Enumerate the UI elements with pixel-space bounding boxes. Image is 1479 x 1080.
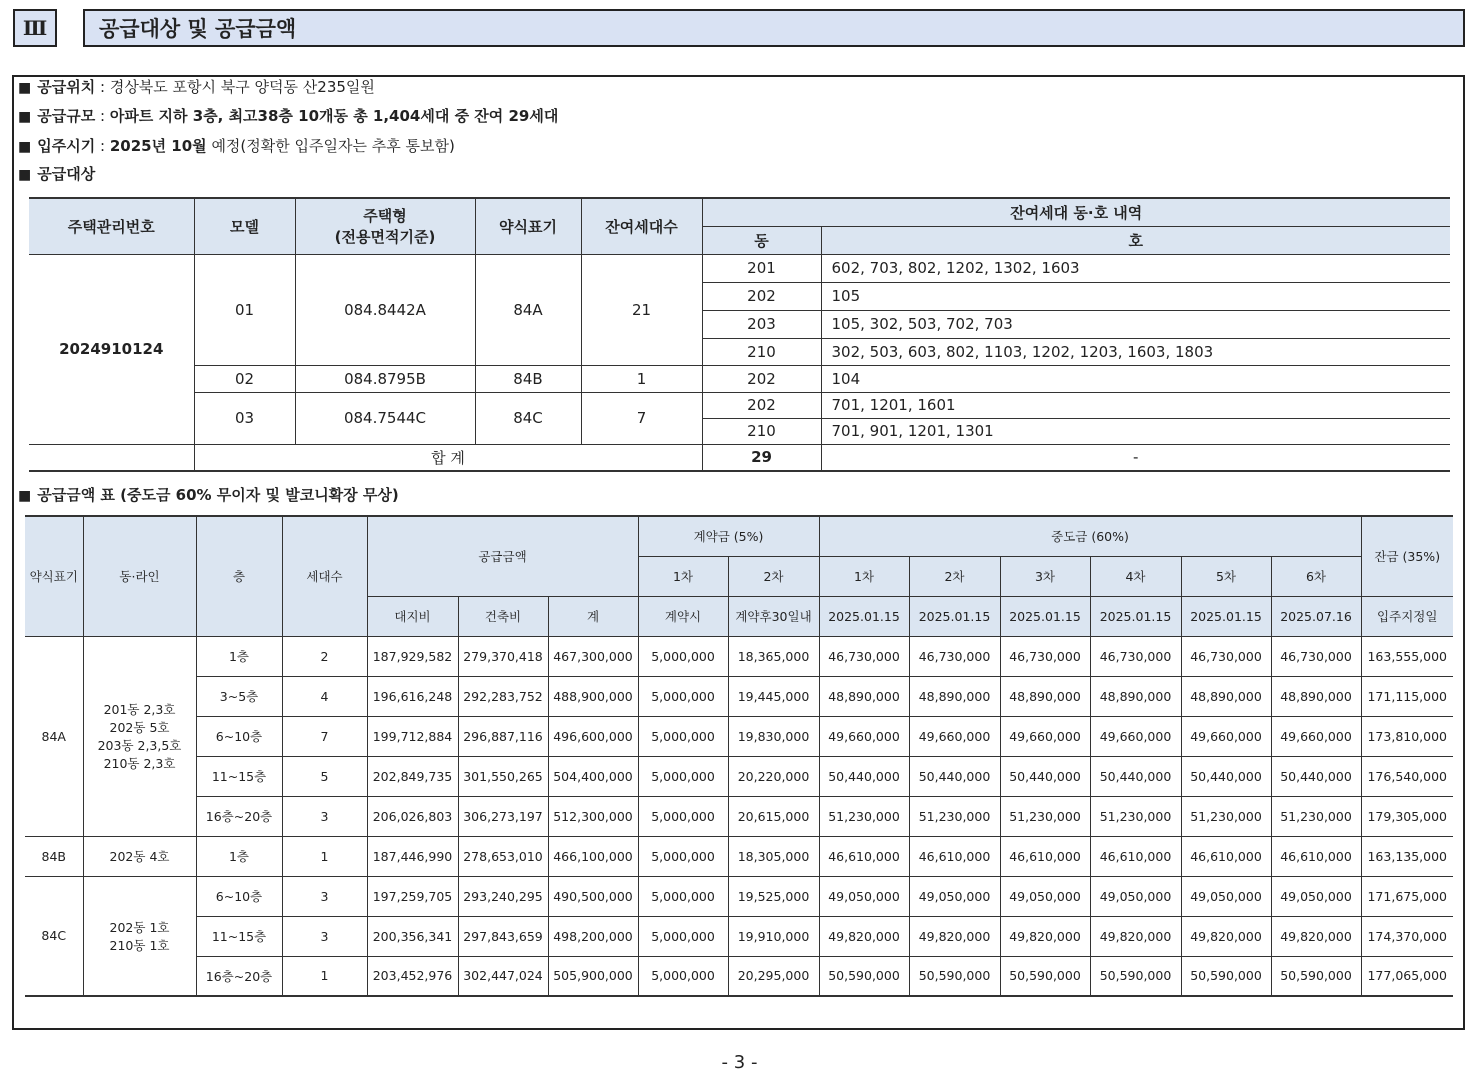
th-floor: 층 bbox=[196, 516, 282, 636]
abbr-cell: 84B bbox=[25, 836, 83, 876]
th-m5: 5차 bbox=[1181, 556, 1271, 596]
middle-payment-cell: 49,820,000 bbox=[1090, 916, 1181, 956]
table-row bbox=[25, 636, 1453, 676]
middle-payment-cell: 46,610,000 bbox=[819, 836, 909, 876]
info-movein bbox=[18, 134, 455, 158]
contract1-cell: 5,000,000 bbox=[638, 676, 728, 716]
contract2-cell: 20,615,000 bbox=[728, 796, 819, 836]
middle-payment-cell: 50,440,000 bbox=[909, 756, 1000, 796]
th-m3-date: 2025.01.15 bbox=[1000, 596, 1090, 636]
th-model: 모델 bbox=[194, 198, 295, 254]
middle-payment-cell: 50,440,000 bbox=[819, 756, 909, 796]
square-bullet-icon: ■ bbox=[18, 139, 32, 155]
building-cell: 296,887,116 bbox=[458, 716, 548, 756]
contract1-cell: 5,000,000 bbox=[638, 836, 728, 876]
middle-payment-cell: 49,820,000 bbox=[1000, 916, 1090, 956]
info-price bbox=[18, 483, 399, 507]
floor-cell: 11~15층 bbox=[196, 916, 282, 956]
table-row bbox=[25, 756, 1453, 796]
floor-cell: 1층 bbox=[196, 636, 282, 676]
units-cell: 5 bbox=[282, 756, 367, 796]
abbr-cell: 84A bbox=[475, 254, 581, 365]
th-m1: 1차 bbox=[819, 556, 909, 596]
contract1-cell: 5,000,000 bbox=[638, 916, 728, 956]
table-row bbox=[25, 716, 1453, 756]
land-cell: 196,616,248 bbox=[367, 676, 458, 716]
contract2-cell: 18,305,000 bbox=[728, 836, 819, 876]
dong-cell: 202 bbox=[702, 392, 821, 418]
abbr-cell: 84C bbox=[475, 392, 581, 444]
line-text: 210동 1호 bbox=[109, 937, 170, 953]
info-scale bbox=[18, 104, 558, 128]
type-cell: 084.7544C bbox=[295, 392, 475, 444]
land-cell: 199,712,884 bbox=[367, 716, 458, 756]
type-cell: 084.8442A bbox=[295, 254, 475, 365]
middle-payment-cell: 51,230,000 bbox=[909, 796, 1000, 836]
contract1-cell: 5,000,000 bbox=[638, 636, 728, 676]
contract2-cell: 18,365,000 bbox=[728, 636, 819, 676]
ho-cell: 105 bbox=[821, 282, 1450, 310]
line-text: 202동 5호 bbox=[109, 720, 170, 735]
middle-payment-cell: 50,590,000 bbox=[819, 956, 909, 996]
th-detail: 잔여세대 동·호 내역 bbox=[702, 198, 1450, 226]
contract1-cell: 5,000,000 bbox=[638, 876, 728, 916]
sum-cell: 504,400,000 bbox=[548, 756, 638, 796]
total-row bbox=[29, 444, 1450, 471]
th-m4: 4차 bbox=[1090, 556, 1181, 596]
contract1-cell: 5,000,000 bbox=[638, 796, 728, 836]
square-bullet-icon: ■ bbox=[18, 167, 32, 183]
dong-cell: 210 bbox=[702, 338, 821, 365]
th-m1-date: 2025.01.15 bbox=[819, 596, 909, 636]
middle-payment-cell: 46,610,000 bbox=[909, 836, 1000, 876]
th-building: 건축비 bbox=[458, 596, 548, 636]
middle-payment-cell: 48,890,000 bbox=[1181, 676, 1271, 716]
balance-cell: 171,675,000 bbox=[1361, 876, 1453, 916]
th-m2-date: 2025.01.15 bbox=[909, 596, 1000, 636]
th-line: 동·라인 bbox=[83, 516, 196, 636]
building-cell: 278,653,010 bbox=[458, 836, 548, 876]
contract1-cell: 5,000,000 bbox=[638, 756, 728, 796]
sum-cell: 490,500,000 bbox=[548, 876, 638, 916]
th-type bbox=[295, 198, 475, 254]
total-label: 합 계 bbox=[194, 444, 702, 471]
middle-payment-cell: 49,050,000 bbox=[1271, 876, 1361, 916]
location-value: 경상북도 포항시 북구 양덕동 산235일원 bbox=[109, 78, 375, 96]
th-type-line1: 주택형 bbox=[363, 207, 407, 226]
units-cell: 3 bbox=[282, 916, 367, 956]
th-m4-date: 2025.01.15 bbox=[1090, 596, 1181, 636]
count-cell: 21 bbox=[581, 254, 702, 365]
th-supply: 공급금액 bbox=[367, 516, 638, 596]
units-cell: 4 bbox=[282, 676, 367, 716]
th-m2: 2차 bbox=[909, 556, 1000, 596]
th-units: 세대수 bbox=[282, 516, 367, 636]
middle-payment-cell: 48,890,000 bbox=[1271, 676, 1361, 716]
model-cell: 03 bbox=[194, 392, 295, 444]
middle-payment-cell: 49,820,000 bbox=[1181, 916, 1271, 956]
floor-cell: 11~15층 bbox=[196, 756, 282, 796]
ho-cell: 302, 503, 603, 802, 1103, 1202, 1203, 1603, 1803 bbox=[821, 338, 1450, 365]
land-cell: 187,929,582 bbox=[367, 636, 458, 676]
middle-payment-cell: 46,610,000 bbox=[1090, 836, 1181, 876]
separator: : bbox=[99, 107, 106, 125]
building-cell: 306,273,197 bbox=[458, 796, 548, 836]
dong-cell: 201 bbox=[702, 254, 821, 282]
sum-cell: 498,200,000 bbox=[548, 916, 638, 956]
line-text: 202동 4호 bbox=[109, 849, 170, 864]
middle-payment-cell: 51,230,000 bbox=[819, 796, 909, 836]
middle-payment-cell: 46,730,000 bbox=[1000, 636, 1090, 676]
line-text: 201동 2,3호 bbox=[103, 702, 176, 717]
middle-payment-cell: 50,590,000 bbox=[1271, 956, 1361, 996]
model-cell: 02 bbox=[194, 365, 295, 392]
balance-cell: 177,065,000 bbox=[1361, 956, 1453, 996]
middle-payment-cell: 50,440,000 bbox=[1181, 756, 1271, 796]
middle-payment-cell: 46,730,000 bbox=[1271, 636, 1361, 676]
th-remaining: 잔여세대수 bbox=[581, 198, 702, 254]
total-count: 29 bbox=[702, 444, 821, 471]
th-balance: 잔금 (35%) bbox=[1361, 516, 1453, 596]
middle-payment-cell: 48,890,000 bbox=[1090, 676, 1181, 716]
middle-payment-cell: 49,660,000 bbox=[1181, 716, 1271, 756]
info-location bbox=[18, 75, 375, 99]
middle-payment-cell: 50,440,000 bbox=[1000, 756, 1090, 796]
square-bullet-icon: ■ bbox=[18, 109, 32, 125]
table-row bbox=[25, 836, 1453, 876]
th-balance-when: 입주지정일 bbox=[1361, 596, 1453, 636]
middle-payment-cell: 51,230,000 bbox=[1271, 796, 1361, 836]
th-c2: 2차 bbox=[728, 556, 819, 596]
abbr-cell: 84C bbox=[25, 876, 83, 996]
sum-cell: 488,900,000 bbox=[548, 676, 638, 716]
contract2-cell: 19,910,000 bbox=[728, 916, 819, 956]
contract1-cell: 5,000,000 bbox=[638, 956, 728, 996]
movein-label: 입주시기 bbox=[37, 137, 96, 155]
middle-payment-cell: 51,230,000 bbox=[1000, 796, 1090, 836]
building-cell: 301,550,265 bbox=[458, 756, 548, 796]
separator: : bbox=[99, 78, 106, 96]
location-label: 공급위치 bbox=[37, 78, 96, 96]
supply-price-table bbox=[25, 515, 1453, 997]
balance-cell: 176,540,000 bbox=[1361, 756, 1453, 796]
section-number-box: Ⅲ bbox=[13, 9, 57, 47]
ho-cell: 602, 703, 802, 1202, 1302, 1603 bbox=[821, 254, 1450, 282]
middle-payment-cell: 50,440,000 bbox=[1271, 756, 1361, 796]
square-bullet-icon: ■ bbox=[18, 488, 32, 504]
middle-payment-cell: 49,050,000 bbox=[1181, 876, 1271, 916]
abbr-cell: 84B bbox=[475, 365, 581, 392]
units-cell: 1 bbox=[282, 836, 367, 876]
middle-payment-cell: 50,590,000 bbox=[909, 956, 1000, 996]
middle-payment-cell: 48,890,000 bbox=[819, 676, 909, 716]
th-middle: 중도금 (60%) bbox=[819, 516, 1361, 556]
building-cell: 302,447,024 bbox=[458, 956, 548, 996]
th-mgmt-no: 주택관리번호 bbox=[29, 198, 194, 254]
building-cell: 279,370,418 bbox=[458, 636, 548, 676]
middle-payment-cell: 48,890,000 bbox=[1000, 676, 1090, 716]
middle-payment-cell: 46,730,000 bbox=[1181, 636, 1271, 676]
ho-cell: 701, 1201, 1601 bbox=[821, 392, 1450, 418]
land-cell: 187,446,990 bbox=[367, 836, 458, 876]
table-row bbox=[25, 876, 1453, 916]
land-cell: 200,356,341 bbox=[367, 916, 458, 956]
middle-payment-cell: 49,660,000 bbox=[819, 716, 909, 756]
middle-payment-cell: 50,590,000 bbox=[1181, 956, 1271, 996]
th-m6: 6차 bbox=[1271, 556, 1361, 596]
contract2-cell: 19,525,000 bbox=[728, 876, 819, 916]
balance-cell: 163,135,000 bbox=[1361, 836, 1453, 876]
ho-cell: 104 bbox=[821, 365, 1450, 392]
dong-cell: 202 bbox=[702, 282, 821, 310]
middle-payment-cell: 46,730,000 bbox=[819, 636, 909, 676]
count-cell: 7 bbox=[581, 392, 702, 444]
middle-payment-cell: 49,050,000 bbox=[1000, 876, 1090, 916]
total-detail: - bbox=[821, 444, 1450, 471]
land-cell: 202,849,735 bbox=[367, 756, 458, 796]
middle-payment-cell: 50,590,000 bbox=[1090, 956, 1181, 996]
th-m5-date: 2025.01.15 bbox=[1181, 596, 1271, 636]
floor-cell: 1층 bbox=[196, 836, 282, 876]
middle-payment-cell: 49,820,000 bbox=[819, 916, 909, 956]
th-sum: 계 bbox=[548, 596, 638, 636]
type-cell: 084.8795B bbox=[295, 365, 475, 392]
sum-cell: 496,600,000 bbox=[548, 716, 638, 756]
balance-cell: 163,555,000 bbox=[1361, 636, 1453, 676]
middle-payment-cell: 49,660,000 bbox=[1000, 716, 1090, 756]
land-cell: 206,026,803 bbox=[367, 796, 458, 836]
units-cell: 3 bbox=[282, 876, 367, 916]
ho-cell: 701, 901, 1201, 1301 bbox=[821, 418, 1450, 444]
line-text: 210동 2,3호 bbox=[103, 756, 176, 771]
table-row bbox=[29, 254, 1450, 282]
land-cell: 203,452,976 bbox=[367, 956, 458, 996]
th-ho: 호 bbox=[821, 226, 1450, 254]
units-cell: 1 bbox=[282, 956, 367, 996]
middle-payment-cell: 51,230,000 bbox=[1090, 796, 1181, 836]
mgmt-no-cell: 2024910124 bbox=[29, 254, 194, 444]
square-bullet-icon: ■ bbox=[18, 80, 32, 96]
middle-payment-cell: 46,610,000 bbox=[1000, 836, 1090, 876]
sum-cell: 505,900,000 bbox=[548, 956, 638, 996]
middle-payment-cell: 50,590,000 bbox=[1000, 956, 1090, 996]
count-cell: 1 bbox=[581, 365, 702, 392]
floor-cell: 6~10층 bbox=[196, 716, 282, 756]
info-target bbox=[18, 162, 95, 186]
line-text: 202동 1호 bbox=[109, 919, 170, 935]
middle-payment-cell: 49,820,000 bbox=[1271, 916, 1361, 956]
middle-payment-cell: 46,610,000 bbox=[1271, 836, 1361, 876]
balance-cell: 179,305,000 bbox=[1361, 796, 1453, 836]
middle-payment-cell: 49,660,000 bbox=[1090, 716, 1181, 756]
contract2-cell: 19,445,000 bbox=[728, 676, 819, 716]
th-m3: 3차 bbox=[1000, 556, 1090, 596]
floor-cell: 6~10층 bbox=[196, 876, 282, 916]
building-cell: 293,240,295 bbox=[458, 876, 548, 916]
floor-cell: 16층~20층 bbox=[196, 956, 282, 996]
dong-cell: 202 bbox=[702, 365, 821, 392]
th-type-line2: (전용면적기준) bbox=[334, 228, 436, 247]
supply-target-table bbox=[29, 197, 1450, 472]
dong-cell: 203 bbox=[702, 310, 821, 338]
units-cell: 2 bbox=[282, 636, 367, 676]
units-cell: 7 bbox=[282, 716, 367, 756]
line-cell bbox=[83, 636, 196, 836]
sum-cell: 467,300,000 bbox=[548, 636, 638, 676]
sum-cell: 512,300,000 bbox=[548, 796, 638, 836]
middle-payment-cell: 49,660,000 bbox=[1271, 716, 1361, 756]
contract1-cell: 5,000,000 bbox=[638, 716, 728, 756]
line-cell bbox=[83, 836, 196, 876]
table-row bbox=[25, 916, 1453, 956]
contract2-cell: 20,220,000 bbox=[728, 756, 819, 796]
page-number: - 3 - bbox=[721, 1052, 758, 1073]
th-contract: 계약금 (5%) bbox=[638, 516, 819, 556]
th-land: 대지비 bbox=[367, 596, 458, 636]
abbr-cell: 84A bbox=[25, 636, 83, 836]
middle-payment-cell: 51,230,000 bbox=[1181, 796, 1271, 836]
th-dong: 동 bbox=[702, 226, 821, 254]
ho-cell: 105, 302, 503, 702, 703 bbox=[821, 310, 1450, 338]
table-row bbox=[25, 796, 1453, 836]
floor-cell: 3~5층 bbox=[196, 676, 282, 716]
middle-payment-cell: 50,440,000 bbox=[1090, 756, 1181, 796]
scale-label: 공급규모 bbox=[37, 107, 96, 125]
middle-payment-cell: 49,050,000 bbox=[1090, 876, 1181, 916]
scale-value: 아파트 지하 3층, 최고38층 10개동 총 1,404세대 중 잔여 29세대 bbox=[109, 107, 559, 125]
middle-payment-cell: 49,660,000 bbox=[909, 716, 1000, 756]
units-cell: 3 bbox=[282, 796, 367, 836]
th-c2-when: 계약후30일내 bbox=[728, 596, 819, 636]
target-label: 공급대상 bbox=[37, 165, 96, 183]
building-cell: 297,843,659 bbox=[458, 916, 548, 956]
floor-cell: 16층~20층 bbox=[196, 796, 282, 836]
movein-value-rest: 예정(정확한 입주일자는 추후 통보함) bbox=[211, 137, 455, 155]
table-row bbox=[29, 365, 1450, 392]
separator: : bbox=[99, 137, 106, 155]
land-cell: 197,259,705 bbox=[367, 876, 458, 916]
middle-payment-cell: 48,890,000 bbox=[909, 676, 1000, 716]
movein-value-bold: 2025년 10월 bbox=[109, 137, 207, 155]
balance-cell: 173,810,000 bbox=[1361, 716, 1453, 756]
total-blank-cell bbox=[29, 444, 194, 471]
price-label: 공급금액 표 (중도금 60% 무이자 및 발코니확장 무상) bbox=[37, 486, 399, 504]
price-table-body bbox=[25, 636, 1453, 996]
table-row bbox=[25, 956, 1453, 996]
balance-cell: 171,115,000 bbox=[1361, 676, 1453, 716]
line-cell bbox=[83, 876, 196, 996]
contract2-cell: 19,830,000 bbox=[728, 716, 819, 756]
middle-payment-cell: 49,050,000 bbox=[819, 876, 909, 916]
middle-payment-cell: 46,730,000 bbox=[1090, 636, 1181, 676]
sum-cell: 466,100,000 bbox=[548, 836, 638, 876]
table-row bbox=[25, 676, 1453, 716]
th-c1-when: 계약시 bbox=[638, 596, 728, 636]
dong-cell: 210 bbox=[702, 418, 821, 444]
building-cell: 292,283,752 bbox=[458, 676, 548, 716]
th-abbr: 약식표기 bbox=[475, 198, 581, 254]
middle-payment-cell: 46,730,000 bbox=[909, 636, 1000, 676]
model-cell: 01 bbox=[194, 254, 295, 365]
contract2-cell: 20,295,000 bbox=[728, 956, 819, 996]
middle-payment-cell: 46,610,000 bbox=[1181, 836, 1271, 876]
middle-payment-cell: 49,820,000 bbox=[909, 916, 1000, 956]
middle-payment-cell: 49,050,000 bbox=[909, 876, 1000, 916]
th-abbr: 약식표기 bbox=[25, 516, 83, 636]
balance-cell: 174,370,000 bbox=[1361, 916, 1453, 956]
table-row bbox=[29, 392, 1450, 418]
section-title: 공급대상 및 공급금액 bbox=[83, 9, 1465, 47]
th-m6-date: 2025.07.16 bbox=[1271, 596, 1361, 636]
line-text: 203동 2,3,5호 bbox=[97, 738, 182, 753]
th-c1: 1차 bbox=[638, 556, 728, 596]
